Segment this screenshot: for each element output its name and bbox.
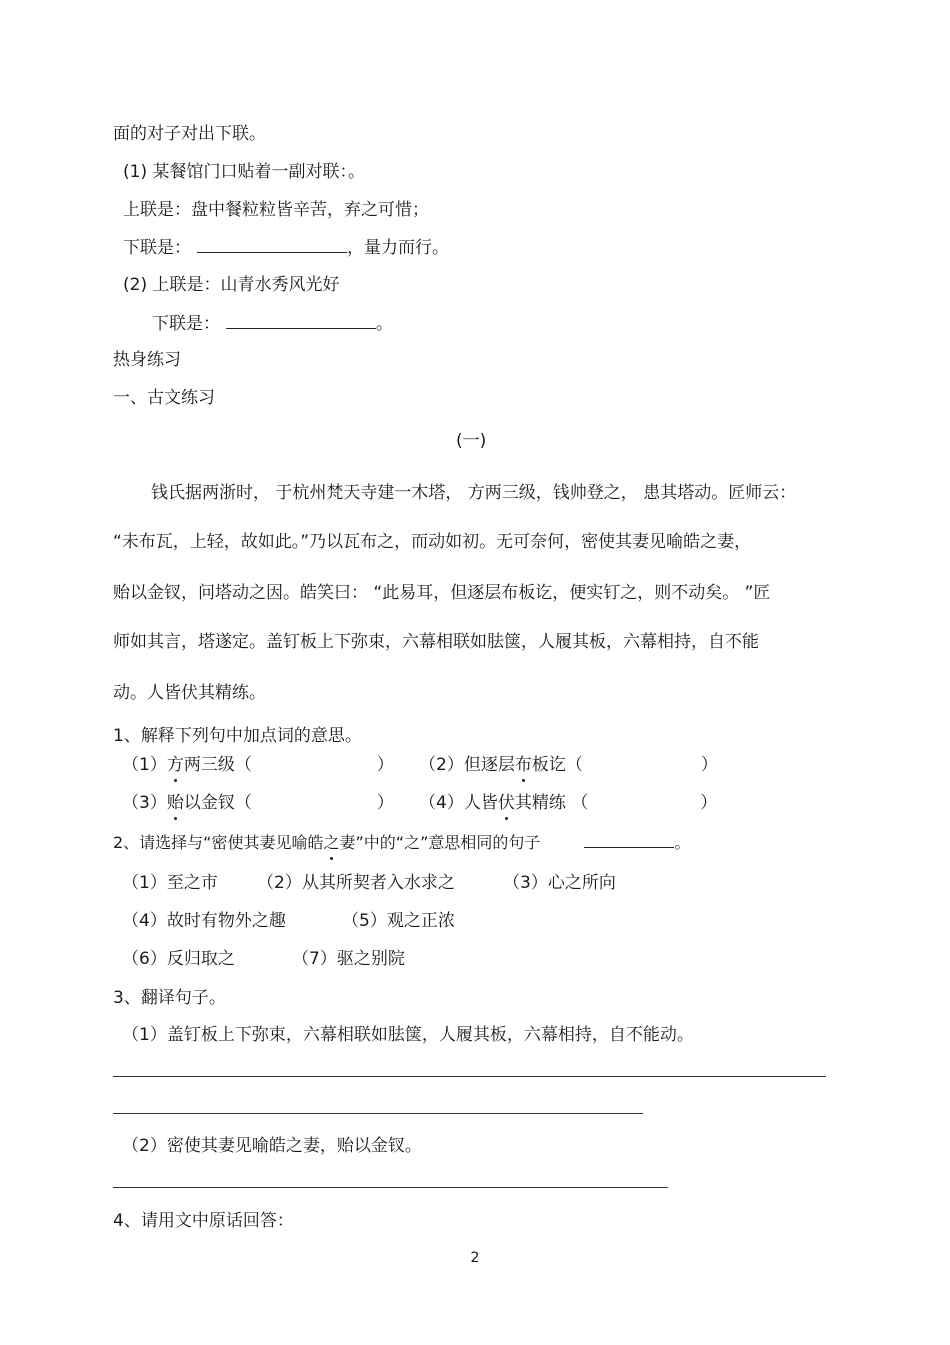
passage-line: 贻以金钗，问塔动之因。皓笑曰： “此易耳，但逐层布板讫，便实钉之，则不动矣。 ”匠	[113, 583, 771, 603]
passage-line: 师如其言，塔遂定。盖钉板上下弥束，六幕相联如胠箧，人履其板，六幕相持，自不能	[113, 632, 759, 652]
q2-option: （3）心之所向	[503, 873, 616, 893]
passage-number: (一)	[456, 431, 487, 451]
q1-item-3: （3）贻以金钗（ ）	[122, 793, 394, 813]
couplet-q1-lower	[123, 236, 449, 259]
dotted-char: 伏	[497, 793, 515, 813]
couplet-q1-upper: 上联是：盘中餐粒粒皆辛苦，弃之可惜；	[123, 200, 429, 220]
lower-suffix: 。	[376, 314, 393, 334]
dotted-char: 之	[323, 833, 340, 852]
answer-blank[interactable]	[197, 236, 347, 253]
q1-item-1: （1）方两三级（ ）	[122, 755, 394, 775]
q4-title: 4、请用文中原话回答：	[113, 1211, 294, 1231]
answer-blank[interactable]	[226, 312, 376, 329]
q2-option: （5）观之正浓	[342, 911, 455, 931]
intro-line: 面的对子对出下联。	[113, 124, 266, 144]
q2-option: （2）从其所契者入水求之	[257, 873, 455, 893]
q2-option: （7）驱之别院	[292, 949, 405, 969]
q3-title: 3、翻译句子。	[113, 988, 226, 1008]
couplet-q2-title: (2) 上联是：山青水秀风光好	[123, 275, 340, 295]
dotted-char: 方	[166, 755, 184, 775]
q3-sentence-2: （2）密使其妻见喻皓之妻，贻以金钗。	[122, 1136, 422, 1156]
passage-line: 钱氏据两浙时， 于杭州梵天寺建一木塔， 方两三级，钱帅登之， 患其塔动。匠师云：	[151, 483, 797, 503]
section-heading: 一、古文练习	[113, 388, 215, 408]
warmup-heading: 热身练习	[113, 350, 181, 370]
lower-label: 下联是：	[123, 238, 191, 258]
q1-item-4: （4）人皆伏其精练 （ ）	[419, 793, 718, 813]
q1-item-2: （2）但逐层布板讫（ ）	[419, 755, 718, 775]
q2-option: （6）反归取之	[122, 949, 235, 969]
q2-title: 2、请选择与“密使其妻见喻皓之妻”中的“之”意思相同的句子 。	[113, 833, 691, 852]
page-number: 2	[470, 1250, 480, 1266]
answer-line[interactable]	[113, 1187, 668, 1188]
dotted-char: 贻	[166, 793, 184, 813]
lower-suffix: ，量力而行。	[347, 238, 449, 258]
lower-label: 下联是：	[152, 314, 220, 334]
q1-title: 1、解释下列句中加点词的意思。	[113, 726, 362, 746]
passage-line: 动。人皆伏其精练。	[113, 683, 266, 703]
dotted-char: 布	[514, 755, 532, 775]
couplet-q2-lower	[152, 312, 393, 335]
passage-line: “未布瓦，上轻，故如此。”乃以瓦布之，而动如初。无可奈何，密使其妻见喻皓之妻，	[113, 532, 752, 552]
answer-line[interactable]	[113, 1113, 643, 1114]
answer-line[interactable]	[113, 1076, 826, 1077]
couplet-q1-title: (1) 某餐馆门口贴着一副对联：。	[123, 162, 365, 182]
q2-option: （1）至之市	[122, 873, 218, 893]
q3-sentence-1: （1）盖钉板上下弥束，六幕相联如胠箧，人履其板，六幕相持，自不能动。	[122, 1025, 694, 1045]
answer-blank[interactable]	[584, 831, 674, 848]
q2-option: （4）故时有物外之趣	[122, 911, 286, 931]
